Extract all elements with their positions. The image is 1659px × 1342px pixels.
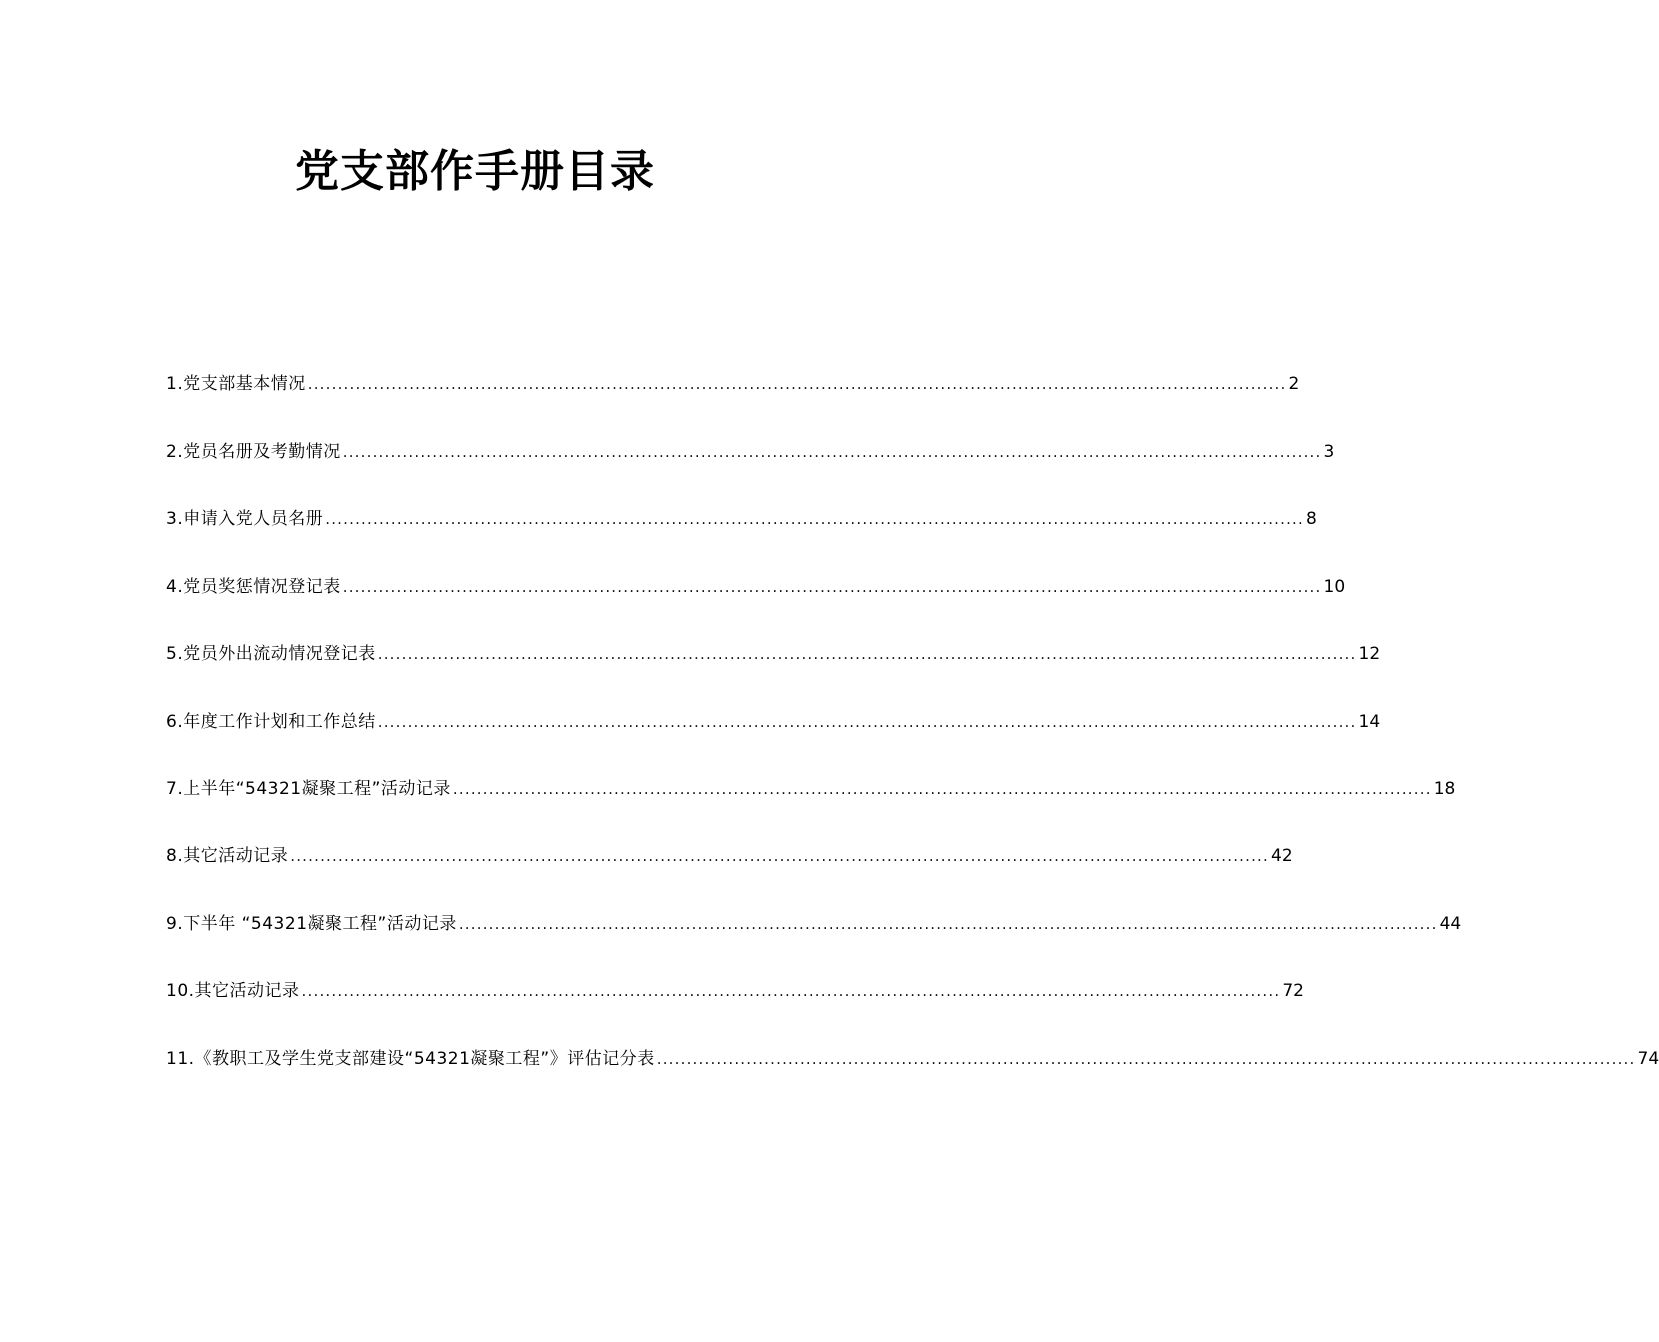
toc-dot-leader: ....................................................................................................................................................................: [342, 578, 1322, 596]
toc-dot-leader: ....................................................................................................................................................................: [307, 375, 1287, 393]
toc-dot-leader: ....................................................................................................................................................................: [290, 847, 1269, 865]
toc-entry-2[interactable]: [166, 436, 1335, 468]
toc-entry-3[interactable]: [166, 503, 1317, 535]
toc-page-number: 10: [1323, 577, 1346, 597]
toc-page-number: 44: [1439, 914, 1462, 934]
toc-entry-label: 11.《教职工及学生党支部建设“54321凝聚工程”》评估记分表: [166, 1049, 655, 1069]
toc-page-number: 74: [1637, 1049, 1659, 1069]
toc-dot-leader: ....................................................................................................................................................................: [377, 645, 1357, 663]
toc-entry-5[interactable]: [166, 638, 1381, 670]
toc-entry-11[interactable]: [166, 1043, 1659, 1075]
toc-dot-leader: ....................................................................................................................................................................: [452, 780, 1432, 798]
toc-page-number: 72: [1282, 981, 1304, 1001]
toc-entry-label: 9.下半年 “54321凝聚工程”活动记录: [166, 914, 457, 934]
toc-page-number: 2: [1288, 374, 1300, 394]
toc-entry-7[interactable]: [166, 773, 1456, 805]
page-title: 党支部作手册目录: [295, 146, 655, 197]
toc-dot-leader: ....................................................................................................................................................................: [342, 443, 1322, 461]
toc-entry-label: 3.申请入党人员名册: [166, 509, 324, 529]
toc-dot-leader: ....................................................................................................................................................................: [458, 915, 1438, 933]
toc-entry-label: 1.党支部基本情况: [166, 374, 306, 394]
toc-entry-4[interactable]: [166, 571, 1346, 603]
toc-entry-label: 6.年度工作计划和工作总结: [166, 712, 376, 732]
toc-entry-8[interactable]: [166, 840, 1293, 872]
toc-dot-leader: ....................................................................................................................................................................: [325, 510, 1304, 528]
toc-dot-leader: ....................................................................................................................................................................: [656, 1050, 1636, 1068]
toc-entry-label: 4.党员奖惩情况登记表: [166, 577, 341, 597]
toc-dot-leader: ....................................................................................................................................................................: [377, 713, 1357, 731]
toc-entry-label: 2.党员名册及考勤情况: [166, 442, 341, 462]
toc-entry-label: 5.党员外出流动情况登记表: [166, 644, 376, 664]
toc-dot-leader: ....................................................................................................................................................................: [301, 982, 1281, 1000]
toc-page-number: 18: [1433, 779, 1456, 799]
toc-page-number: 12: [1358, 644, 1381, 664]
toc-entry-10[interactable]: [166, 975, 1304, 1007]
toc-page-number: 3: [1323, 442, 1335, 462]
toc-entry-label: 10.其它活动记录: [166, 981, 300, 1001]
toc-entry-label: 7.上半年“54321凝聚工程”活动记录: [166, 779, 451, 799]
toc-entry-label: 8.其它活动记录: [166, 846, 289, 866]
toc-entry-1[interactable]: [166, 368, 1300, 400]
toc-page-number: 8: [1306, 509, 1317, 529]
toc-page-number: 42: [1271, 846, 1293, 866]
toc-entry-9[interactable]: [166, 908, 1462, 940]
toc-entry-6[interactable]: [166, 706, 1381, 738]
toc-page-number: 14: [1358, 712, 1381, 732]
